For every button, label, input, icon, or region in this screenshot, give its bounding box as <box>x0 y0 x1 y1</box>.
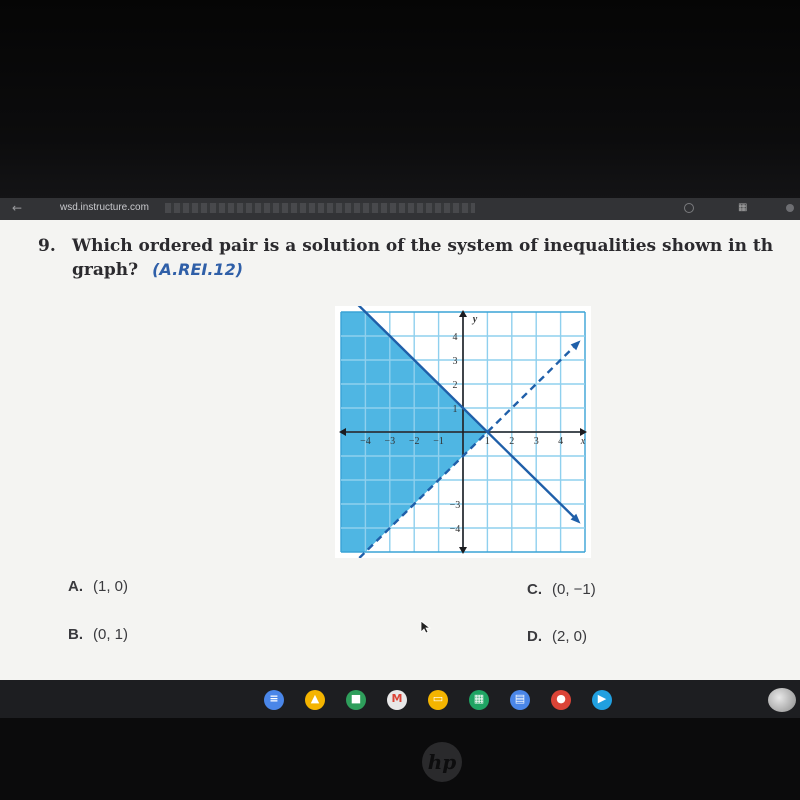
y-tick-label: −3 <box>449 500 461 511</box>
slides-icon[interactable] <box>428 690 448 710</box>
shelf-taskbar <box>0 680 800 720</box>
play-store-glyph: ▶ <box>597 692 607 705</box>
standard-code: (A.REI.12) <box>152 260 244 279</box>
choice-b[interactable] <box>68 626 128 643</box>
x-tick-label: 2 <box>509 436 515 447</box>
choice-a-value: (1, 0) <box>93 578 129 595</box>
chrome-icon[interactable] <box>551 690 571 710</box>
account-avatar[interactable] <box>768 688 796 712</box>
mouse-cursor-icon <box>420 620 432 634</box>
extension-icon[interactable] <box>684 203 694 213</box>
drive-icon[interactable] <box>305 690 325 710</box>
choice-d[interactable] <box>527 628 587 645</box>
laptop-screen <box>0 198 800 718</box>
docs-icon[interactable] <box>264 690 284 710</box>
sheets-glyph: ▦ <box>473 692 485 705</box>
question-number: 9. <box>38 236 56 256</box>
choice-c-value: (0, −1) <box>552 581 596 598</box>
choice-c[interactable] <box>527 581 596 598</box>
question-text <box>38 234 800 282</box>
x-tick-label: 4 <box>558 436 564 447</box>
gmail-icon[interactable] <box>387 690 407 710</box>
sheets-icon[interactable] <box>469 690 489 710</box>
y-tick-label: 2 <box>452 380 458 391</box>
choice-b-letter: B. <box>68 626 83 643</box>
x-tick-label: −3 <box>384 436 396 447</box>
play-store-icon[interactable] <box>592 690 612 710</box>
laptop-bezel-bottom <box>0 718 800 800</box>
choice-c-letter: C. <box>527 581 542 598</box>
url-domain[interactable]: wsd.instructure.com <box>60 202 149 213</box>
browser-url-bar[interactable] <box>0 198 800 220</box>
x-tick-label: 1 <box>484 436 490 447</box>
drive-glyph: ▲ <box>310 692 320 705</box>
x-tick-label: −1 <box>433 436 444 447</box>
inequality-graph <box>335 306 591 558</box>
docs-glyph: ≡ <box>269 692 279 705</box>
y-tick-label: 3 <box>452 356 458 367</box>
x-tick-label: −4 <box>360 436 371 447</box>
question-line-1: Which ordered pair is a solution of the system of inequalities shown in th <box>72 236 774 256</box>
choice-a[interactable] <box>68 578 128 595</box>
files-glyph: ▤ <box>514 692 526 705</box>
laptop-bezel-top <box>0 0 800 200</box>
choice-d-value: (2, 0) <box>552 628 588 645</box>
choice-b-value: (0, 1) <box>93 626 129 643</box>
gmail-glyph: M <box>391 692 403 705</box>
y-tick-label: 1 <box>452 404 458 415</box>
classroom-icon[interactable] <box>346 690 366 710</box>
back-arrow-icon[interactable]: ← <box>12 201 23 215</box>
y-tick-label: −4 <box>449 524 461 535</box>
classroom-glyph: ■ <box>350 692 362 705</box>
files-icon[interactable] <box>510 690 530 710</box>
y-tick-label: 4 <box>452 332 458 343</box>
choice-d-letter: D. <box>527 628 542 645</box>
profile-icon[interactable] <box>786 204 794 212</box>
url-path-blurred <box>165 203 475 213</box>
x-axis-label: x <box>580 436 586 447</box>
cast-icon[interactable]: ▦ <box>738 202 748 213</box>
x-tick-label: 3 <box>533 436 539 447</box>
hp-logo: hp <box>422 742 462 782</box>
y-axis-label: y <box>472 314 478 325</box>
x-tick-label: −2 <box>408 436 420 447</box>
question-line-2: graph? <box>72 260 139 280</box>
slides-glyph: ▭ <box>432 692 444 705</box>
chrome-glyph: ● <box>556 692 566 705</box>
choice-a-letter: A. <box>68 578 83 595</box>
